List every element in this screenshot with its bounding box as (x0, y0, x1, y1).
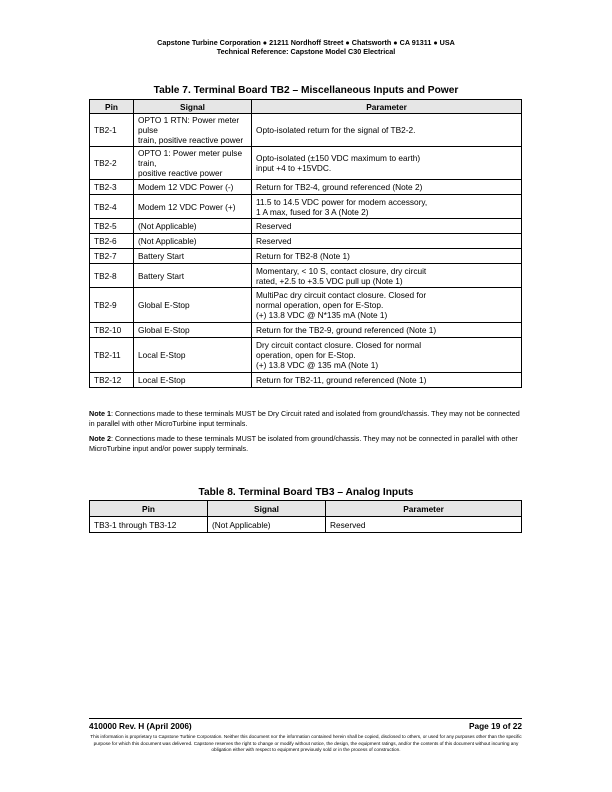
table-row (90, 180, 522, 195)
table7-cell-pin: TB2-10 (90, 323, 134, 338)
table7-cell-parameter (252, 373, 522, 388)
table8-header-pin: Pin (90, 501, 208, 517)
note-2 (89, 434, 525, 454)
table7-cell-parameter-line: Opto-isolated (±150 VDC maximum to earth) (256, 153, 421, 163)
table7-cell-pin: TB2-9 (90, 288, 134, 323)
table7-cell-signal-line: Battery Start (138, 270, 185, 281)
table7-cell-parameter-line: Reserved (256, 236, 292, 246)
table8-header-row (90, 501, 522, 517)
table7-caption: Table 7. Terminal Board TB2 – Miscellaneous Inputs and Power (153, 85, 459, 96)
table7-body (90, 114, 522, 388)
table7-cell-signal-line: train, positive reactive power (138, 135, 244, 145)
table7-header-signal: Signal (134, 100, 252, 114)
table7-cell-parameter-line: input +4 to +15VDC. (256, 163, 332, 173)
table8-cell-pin: TB3-1 through TB3-12 (90, 517, 208, 533)
table-row (90, 264, 522, 288)
table7-cell-parameter-line: rated, +2.5 to +3.5 VDC pull up (Note 1) (256, 275, 403, 286)
table7-cell-pin: TB2-5 (90, 219, 134, 234)
table7-cell-signal (134, 180, 252, 195)
table7-cell-parameter-line: 11.5 to 14.5 VDC power for modem accessory, (256, 196, 428, 207)
table7-cell-parameter-line: Opto-isolated return for the signal of TB2-2. (256, 125, 416, 135)
table7-cell-signal-line: Global E-Stop (138, 325, 190, 335)
note-1 (89, 409, 525, 429)
header-reference-line: Technical Reference: Capstone Model C30 Electrical (216, 47, 396, 56)
table7-cell-signal-line: (Not Applicable) (138, 236, 197, 246)
table7-cell-signal (134, 323, 252, 338)
table7-cell-parameter (252, 180, 522, 195)
footer-divider (89, 718, 522, 719)
table8-cell-signal: (Not Applicable) (208, 517, 326, 533)
table7-cell-parameter-line: (+) 13.8 VDC @ N*135 mA (Note 1) (256, 310, 388, 320)
table-row (90, 234, 522, 249)
table8-header-parameter: Parameter (326, 501, 522, 517)
note-2-label: Note 2 (89, 434, 111, 443)
table7-cell-parameter (252, 288, 522, 323)
table7-cell-signal (134, 249, 252, 264)
table-row (90, 147, 522, 180)
table7-cell-parameter-line: Dry circuit contact closure. Closed for normal (256, 340, 422, 350)
table7-cell-parameter (252, 338, 522, 373)
table7-cell-pin: TB2-4 (90, 195, 134, 219)
table7-header-row (90, 100, 522, 114)
table7-cell-signal (134, 264, 252, 288)
table7-cell-parameter (252, 114, 522, 147)
table7-cell-parameter-line: (+) 13.8 VDC @ 135 mA (Note 1) (256, 360, 379, 370)
table7-cell-pin: TB2-7 (90, 249, 134, 264)
table7-cell-signal-line: Global E-Stop (138, 300, 190, 310)
table7-cell-signal-line: Battery Start (138, 251, 185, 261)
table7-cell-signal (134, 195, 252, 219)
table7-cell-pin: TB2-2 (90, 147, 134, 180)
table8-terminal-board-tb3 (89, 500, 522, 533)
table7-cell-pin: TB2-3 (90, 180, 134, 195)
table7-cell-signal-line: Modem 12 VDC Power (-) (138, 182, 234, 192)
note-1-label: Note 1 (89, 409, 111, 418)
table-row (90, 517, 522, 533)
table7-header-parameter: Parameter (252, 100, 522, 114)
table-row (90, 114, 522, 147)
table8-caption: Table 8. Terminal Board TB3 – Analog Inputs (198, 487, 414, 498)
table7-cell-signal (134, 219, 252, 234)
table7-cell-parameter-line: Return for TB2-8 (Note 1) (256, 251, 350, 261)
table7-cell-signal-line: Local E-Stop (138, 350, 186, 360)
table7-cell-signal-line: OPTO 1 RTN: Power meter pulse (138, 115, 240, 135)
table7-cell-parameter-line: Return for the TB2-9, ground referenced (Note 1) (256, 325, 437, 335)
table7-cell-signal (134, 338, 252, 373)
table7-cell-signal (134, 288, 252, 323)
table7-cell-signal (134, 373, 252, 388)
table-row (90, 195, 522, 219)
table7-cell-parameter-line: operation, open for E-Stop. (256, 350, 356, 360)
table7-cell-parameter-line: Return for TB2-11, ground referenced (Note 1) (256, 375, 427, 385)
table8-cell-parameter: Reserved (326, 517, 522, 533)
table-row (90, 249, 522, 264)
table-row (90, 288, 522, 323)
table7-cell-parameter-line: Return for TB2-4, ground referenced (Note 2) (256, 182, 423, 192)
table7-cell-signal-line: Local E-Stop (138, 375, 186, 385)
table7-cell-pin: TB2-1 (90, 114, 134, 147)
table7-cell-parameter (252, 249, 522, 264)
table7-cell-signal (134, 234, 252, 249)
table7-cell-signal-line: positive reactive power (138, 168, 223, 178)
footer-document-revision: 410000 Rev. H (April 2006) (89, 721, 192, 731)
table-row (90, 219, 522, 234)
note-1-text: : Connections made to these terminals MUST be Dry Circuit rated and isolated from ground/chassis. They may not be connected in parallel with other MicroTurbine input terminals. (89, 409, 520, 428)
header-company-line: Capstone Turbine Corporation ● 21211 Nordhoff Street ● Chatsworth ● CA 91311 ● USA (157, 38, 455, 47)
table7-cell-signal-line: Modem 12 VDC Power (+) (138, 201, 236, 212)
table7-cell-signal-line: OPTO 1: Power meter pulse train, (138, 148, 243, 168)
table7-cell-signal-line: (Not Applicable) (138, 221, 197, 231)
table7-cell-parameter (252, 264, 522, 288)
table8-header-signal: Signal (208, 501, 326, 517)
footer-disclaimer: This information is proprietary to Capstone Turbine Corporation. Neither this document nor the information contained herein shall be copied, disclosed to others, or used for any purposes other than the specific purpose for which this document was delivered. Capstone reserves the right to change or modify without notice, the design, the equipment ratings, and/or the contents of this document without incurring any obligation either with respect to equipment previously sold or in the process of construction. (90, 734, 522, 752)
table-row (90, 373, 522, 388)
table7-cell-signal (134, 147, 252, 180)
table7-cell-parameter (252, 323, 522, 338)
table7-cell-parameter-line: Momentary, < 10 S, contact closure, dry circuit (256, 265, 427, 276)
table7-cell-parameter (252, 147, 522, 180)
table-row (90, 338, 522, 373)
table7-cell-pin: TB2-8 (90, 264, 134, 288)
table7-cell-parameter (252, 195, 522, 219)
table7-cell-parameter (252, 219, 522, 234)
table7-cell-parameter-line: MultiPac dry circuit contact closure. Closed for (256, 290, 427, 300)
table7-cell-pin: TB2-11 (90, 338, 134, 373)
footer-page-number: Page 19 of 22 (468, 721, 522, 731)
note-2-text: : Connections made to these terminals MUST be isolated from ground/chassis. They may not be connected in parallel with other MicroTurbine input and/or power supply terminals. (89, 434, 518, 453)
table7-cell-pin: TB2-6 (90, 234, 134, 249)
table7-cell-parameter (252, 234, 522, 249)
table7-cell-parameter-line: normal operation, open for E-Stop. (256, 300, 384, 310)
table7-cell-parameter-line: Reserved (256, 221, 292, 231)
table7-cell-parameter-line: 1 A max, fused for 3 A (Note 2) (256, 206, 369, 217)
table7-header-pin: Pin (90, 100, 134, 114)
table7-cell-pin: TB2-12 (90, 373, 134, 388)
table7-cell-signal (134, 114, 252, 147)
table7-terminal-board-tb2 (89, 99, 522, 388)
table-row (90, 323, 522, 338)
